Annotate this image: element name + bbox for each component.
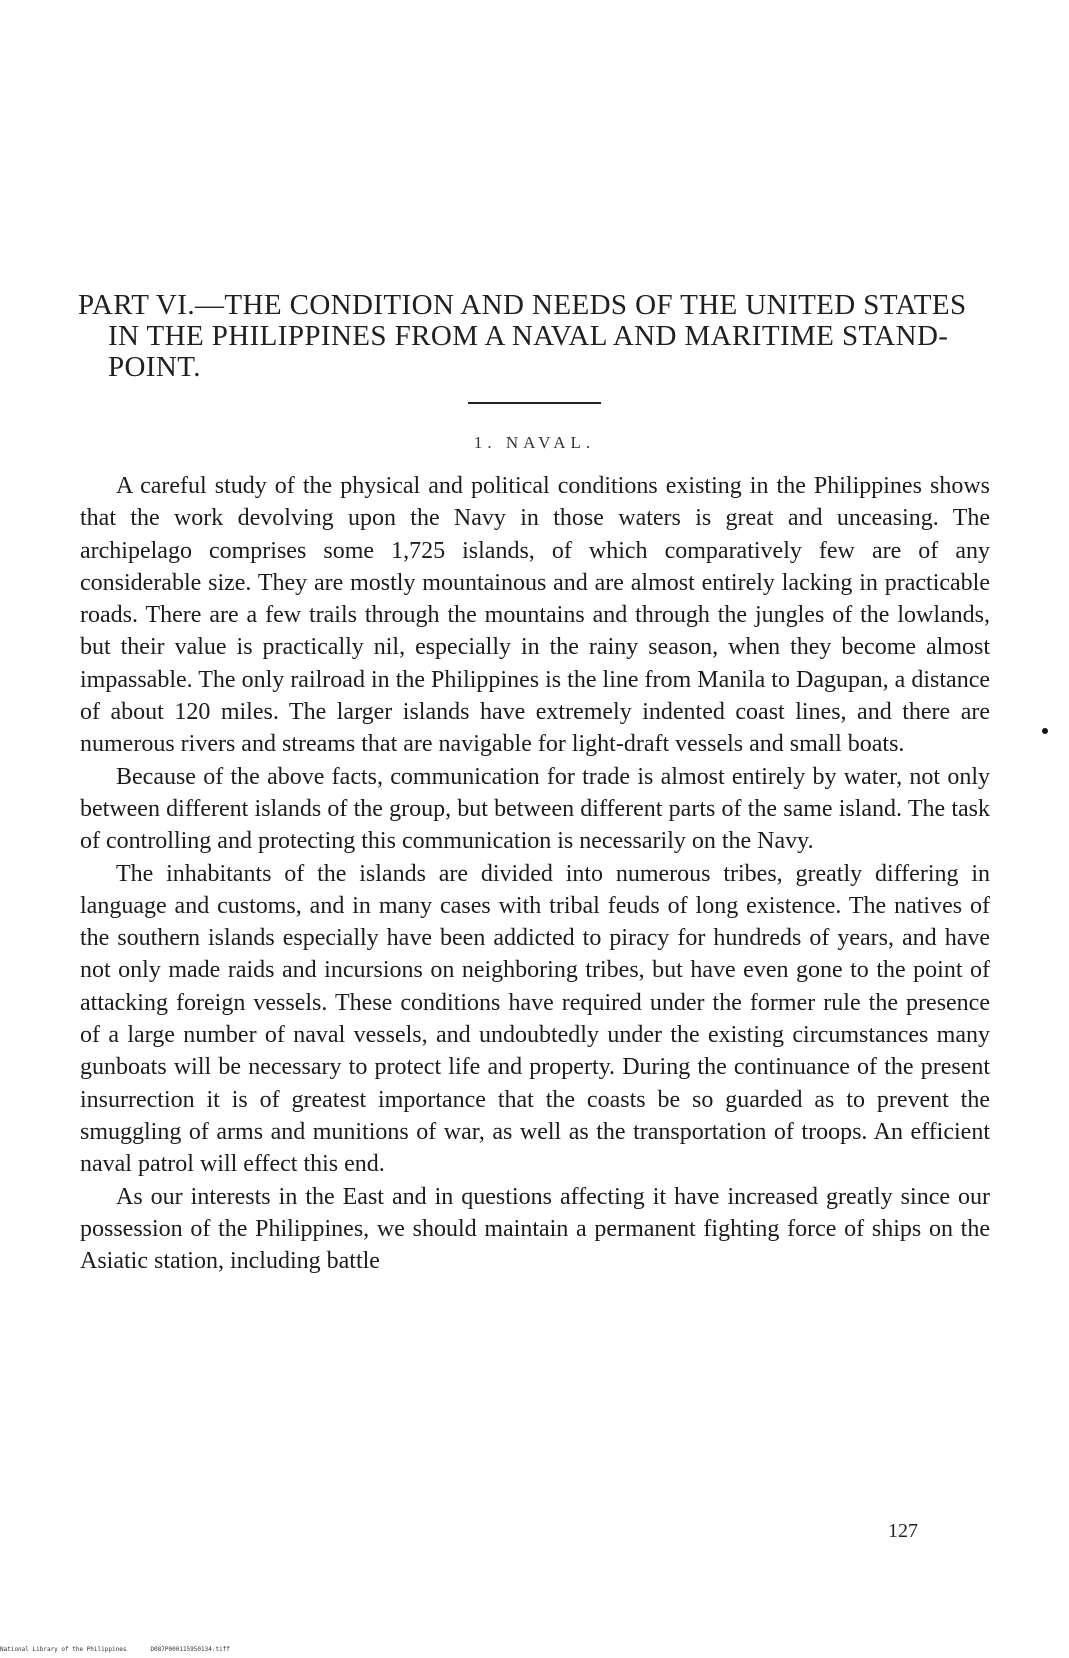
footer-library: National Library of the Philippines — [0, 1646, 127, 1653]
chapter-title — [78, 290, 998, 383]
body-text — [80, 470, 990, 1277]
paragraph: As our interests in the East and in questions affecting it have increased greatly since our possession of the Philippines, we should maintain a permanent fighting force of ships on the Asiatic station, including battle — [80, 1183, 990, 1275]
section-heading: 1. NAVAL. — [473, 433, 596, 452]
page-number: 127 — [888, 1520, 918, 1542]
paragraph: A careful study of the physical and political conditions existing in the Philippines shows that the work devolving upon the Navy in those waters is great and unceasing. The archipelago comprises some 1,725 islands, of which comparatively few are of any considerable size. They are mostly mountainous and are almost entirely lacking in practicable roads. There are a few trails through the mountains and through the jungles of the lowlands, but their value is practically nil, especially in the rainy season, when they become almost impassable. The only railroad in the Philippines is the line from Manila to Dagupan, a distance of about 120 miles. The larger islands have extremely indented coast lines, and there are numerous rivers and streams that are navigable for light-draft vessels and small boats. — [80, 473, 990, 758]
footer-filename: D087P000115950134.tiff — [150, 1646, 230, 1653]
scan-speck — [1042, 728, 1048, 734]
paragraph: Because of the above facts, communication for trade is almost entirely by water, not only between different islands of the group, but between different parts of the same island. The task of controlling and protecting this communication is necessarily on the Navy. — [80, 763, 990, 855]
title-divider — [468, 402, 601, 404]
scan-footer — [0, 1646, 400, 1654]
paragraph: The inhabitants of the islands are divided into numerous tribes, greatly differing in language and customs, and in many cases with tribal feuds of long existence. The natives of the southern islands especially have been addicted to piracy for hundreds of years, and have not only made raids and incursions on neighboring tribes, but have even gone to the point of attacking foreign vessels. These conditions have required under the former rule the presence of a large number of naval vessels, and undoubtedly under the existing circumstances many gunboats will be necessary to protect life and property. During the continuance of the present insurrection it is of greatest importance that the coasts be so guarded as to prevent the smuggling of arms and munitions of war, as well as the transportation of troops. An efficient naval patrol will effect this end. — [80, 860, 990, 1178]
chapter-title-line: IN THE PHILIPPINES FROM A NAVAL AND MARITIME STAND- — [108, 320, 949, 352]
chapter-title-line: PART VI.—THE CONDITION AND NEEDS OF THE UNITED STATES — [78, 289, 967, 321]
chapter-title-line: POINT. — [108, 351, 201, 383]
